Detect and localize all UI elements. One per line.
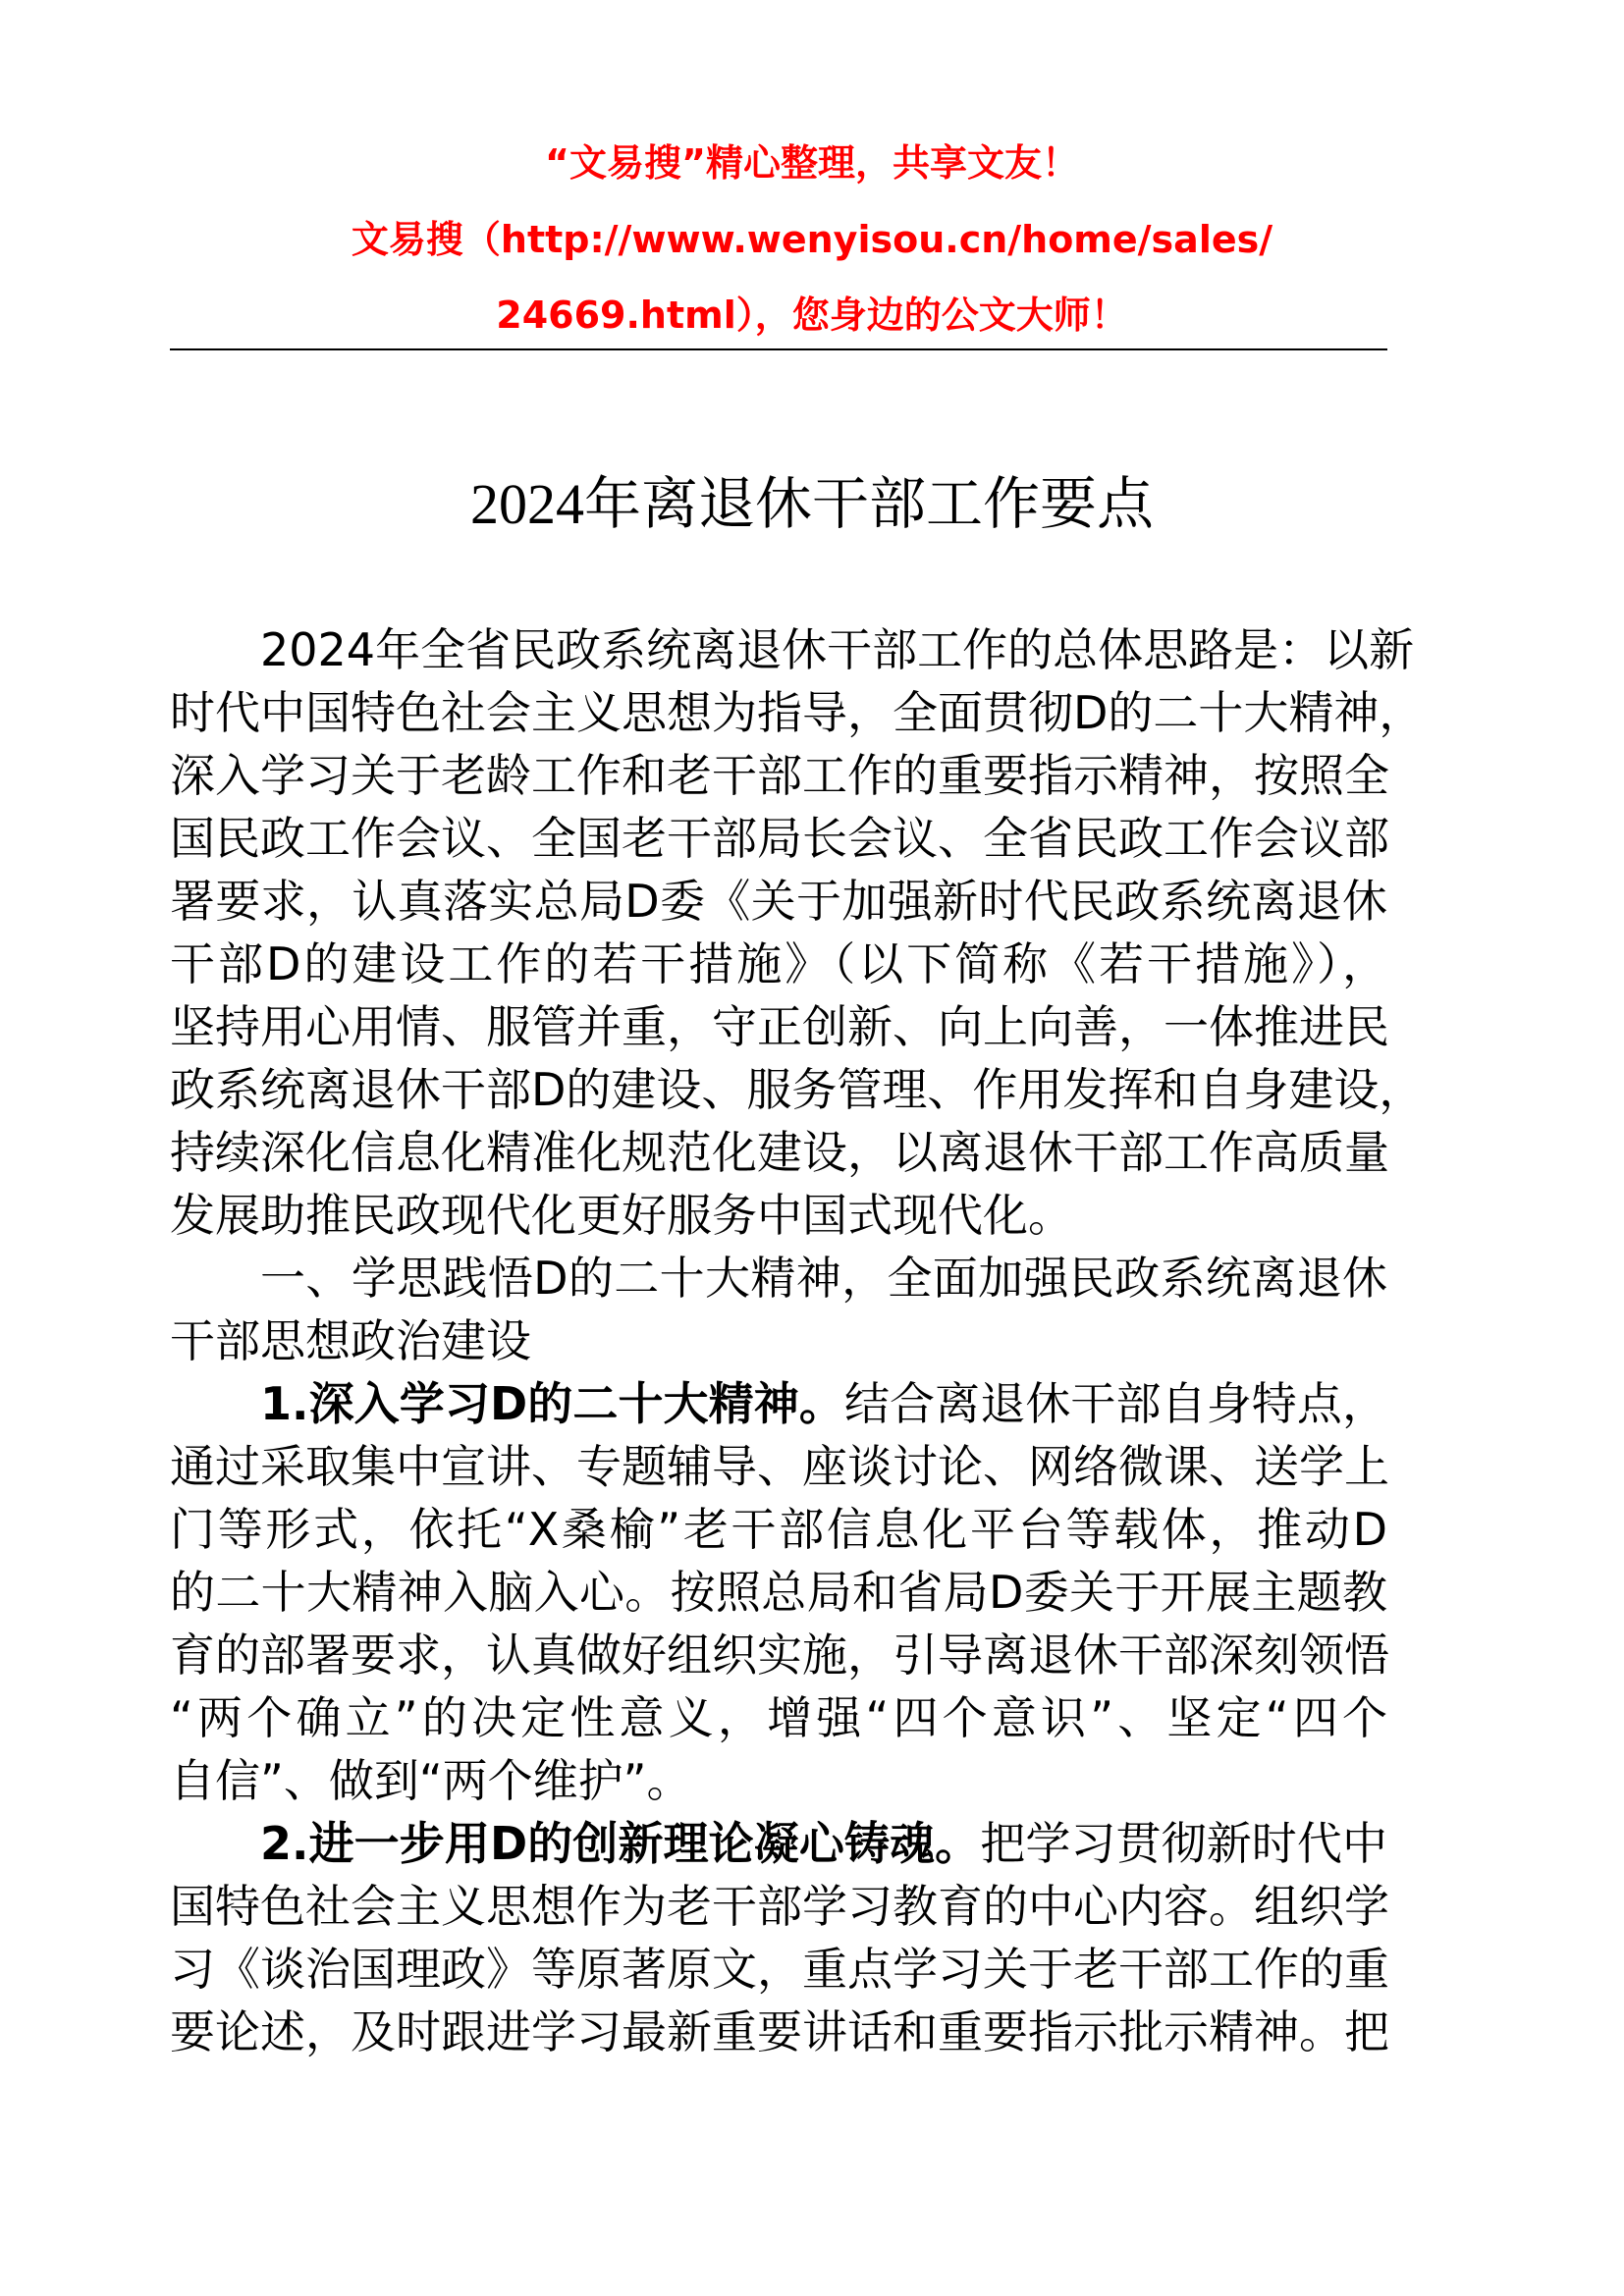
body-line xyxy=(170,1309,1387,1372)
body-text: 署要求，认真落实总局D委《关于加强新时代民政系统离退休 xyxy=(170,875,1387,928)
body-text: 通过采取集中宣讲、专题辅导、座谈讨论、网络微课、送学上 xyxy=(170,1440,1389,1493)
body-line xyxy=(170,1812,1387,1875)
section-heading-text: 1.深入学习D的二十大精神。 xyxy=(260,1377,844,1430)
body-text: 育的部署要求，认真做好组织实施，引导离退休干部深刻领悟 xyxy=(170,1629,1389,1682)
body-line xyxy=(170,1749,1387,1812)
header-divider xyxy=(170,348,1387,350)
body-line xyxy=(170,870,1387,933)
body-line xyxy=(170,744,1387,807)
body-text: 国特色社会主义思想作为老干部学习教育的中心内容。组织学 xyxy=(170,1880,1389,1933)
body-line xyxy=(170,1624,1387,1686)
body-line xyxy=(170,1247,1387,1309)
body-line xyxy=(170,681,1425,744)
body-line xyxy=(170,1121,1387,1184)
body-text: “两个确立”的决定性意义，增强“四个意识”、坚定“四个 xyxy=(170,1691,1387,1744)
body-text: 一、学思践悟D的二十大精神，全面加强民政系统离退休 xyxy=(260,1252,1387,1305)
body-line xyxy=(170,807,1387,870)
body-text: 坚持用心用情、服管并重，守正创新、向上向善，一体推进民 xyxy=(170,1000,1389,1053)
body-text: 干部思想政治建设 xyxy=(170,1314,531,1367)
document-body xyxy=(170,618,1425,2063)
body-text: 把学习贯彻新时代中 xyxy=(980,1817,1387,1870)
watermark-header-line-2[interactable]: 文易搜（http://www.wenyisou.cn/home/sales/ xyxy=(351,218,1273,261)
body-line xyxy=(170,1058,1425,1121)
body-text: 自信”、做到“两个维护”。 xyxy=(170,1754,692,1807)
body-text: 时代中国特色社会主义思想为指导，全面贯彻D的二十大精神， xyxy=(170,686,1425,739)
body-line xyxy=(170,995,1387,1058)
body-line xyxy=(170,1875,1387,1938)
body-line xyxy=(170,1498,1387,1561)
body-text: 2024年全省民政系统离退休干部工作的总体思路是：以新 xyxy=(260,623,1415,676)
body-text: 习《谈治国理政》等原著原文，重点学习关于老干部工作的重 xyxy=(170,1943,1389,1996)
body-text: 干部D的建设工作的若干措施》（以下简称《若干措施》）， xyxy=(170,937,1387,990)
body-text: 持续深化信息化精准化规范化建设，以离退休干部工作高质量 xyxy=(170,1126,1389,1179)
title-year: 2024 xyxy=(469,472,584,536)
section-heading-text: 2.进一步用D的创新理论凝心铸魂。 xyxy=(260,1817,981,1870)
body-line xyxy=(170,1938,1387,2001)
body-line xyxy=(170,618,1415,681)
body-line xyxy=(170,1372,1387,1435)
body-text: 门等形式，依托“X桑榆”老干部信息化平台等载体，推动D xyxy=(170,1503,1387,1556)
body-line xyxy=(170,1184,1387,1247)
body-line xyxy=(170,1435,1387,1498)
body-line xyxy=(170,1561,1387,1624)
body-text: 要论述，及时跟进学习最新重要讲话和重要指示批示精神。把 xyxy=(170,2005,1389,2058)
body-line xyxy=(170,933,1387,995)
body-text: 国民政工作会议、全国老干部局长会议、全省民政工作会议部 xyxy=(170,812,1389,865)
title-text: 年离退休干部工作要点 xyxy=(583,470,1154,537)
body-text: 深入学习关于老龄工作和老干部工作的重要指示精神，按照全 xyxy=(170,749,1389,802)
body-text: 发展助推民政现代化更好服务中国式现代化。 xyxy=(170,1189,1073,1242)
body-text: 政系统离退休干部D的建设、服务管理、作用发挥和自身建设， xyxy=(170,1063,1425,1116)
body-line xyxy=(170,2001,1387,2063)
body-text: 结合离退休干部自身特点， xyxy=(843,1377,1388,1430)
watermark-header-line-1: “文易搜”精心整理，共享文友！ xyxy=(545,141,1079,185)
body-line xyxy=(170,1686,1387,1749)
watermark-header-line-3[interactable]: 24669.html），您身边的公文大师！ xyxy=(496,294,1128,337)
body-text: 的二十大精神入脑入心。按照总局和省局D委关于开展主题教 xyxy=(170,1566,1387,1619)
document-title xyxy=(0,469,1624,539)
